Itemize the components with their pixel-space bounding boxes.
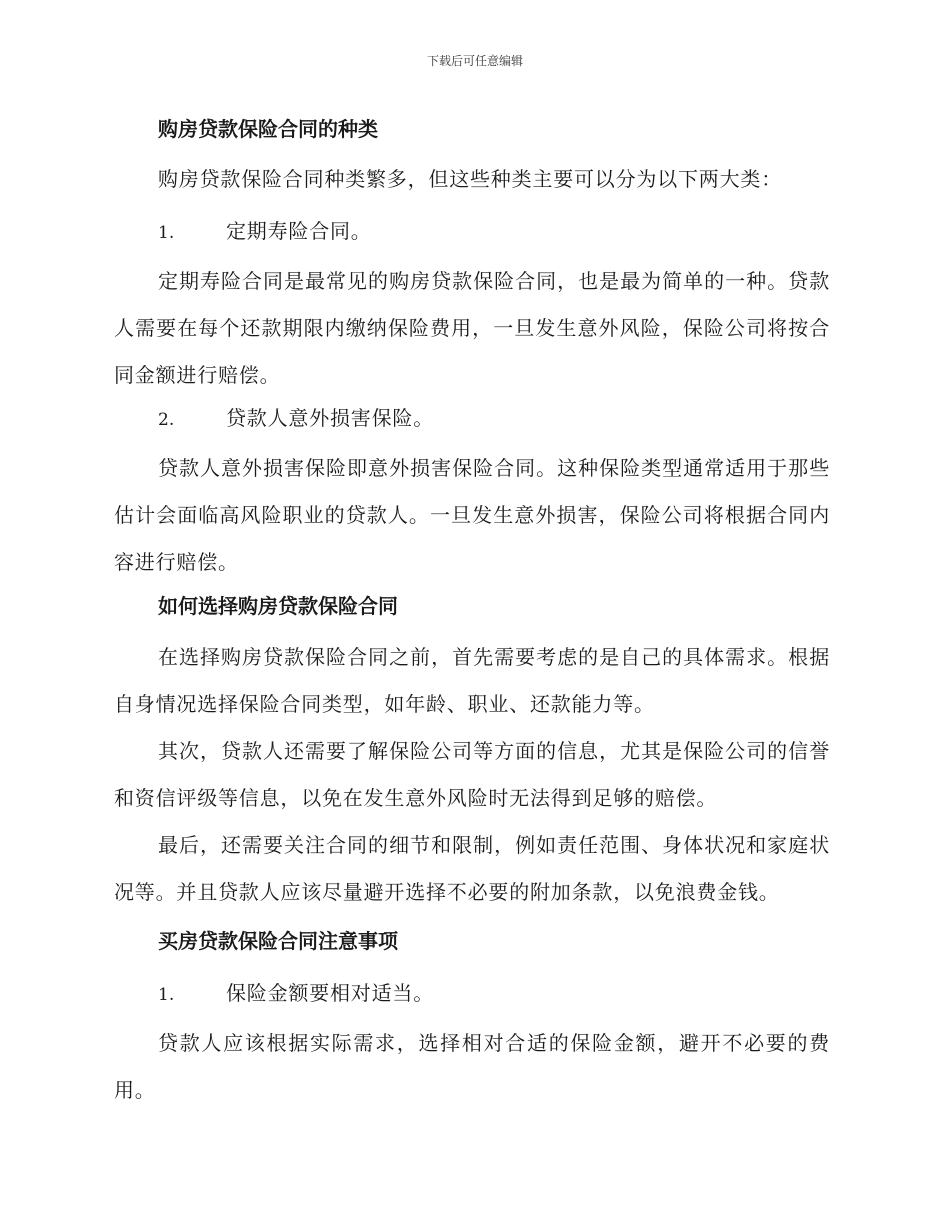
page-header: 下载后可任意编辑: [426, 54, 523, 68]
paragraph-needs: 在选择购房贷款保险合同之前，首先需要考虑的是自己的具体需求。根据自身情况选择保险合同类型，如年龄、职业、还款能力等。: [114, 645, 830, 716]
list-item-title: 定期寿险合同。: [226, 219, 372, 243]
section-heading-types: 购房贷款保险合同的种类: [158, 117, 378, 141]
list-item-title: 贷款人意外损害保险。: [226, 406, 434, 430]
list-item-title: 保险金额要相对适当。: [226, 981, 434, 1005]
list-number: 1.: [158, 223, 175, 243]
paragraph-accident-insurance: 贷款人意外损害保险即意外损害保险合同。这种保险类型通常适用于那些估计会面临高风险职业的贷款人。一旦发生意外损害，保险公司将根据合同内容进行赔偿。: [114, 456, 830, 574]
list-item-insured-amount: [158, 980, 434, 1008]
list-number: 1.: [158, 985, 175, 1005]
section-heading-how-to-choose: 如何选择购房贷款保险合同: [158, 594, 398, 618]
list-item-term-life: [158, 218, 372, 246]
paragraph-insurer-info: 其次，贷款人还需要了解保险公司等方面的信息，尤其是保险公司的信誉和资信评级等信息，以免在发生意外风险时无法得到足够的赔偿。: [114, 739, 830, 810]
paragraph-insured-amount: 贷款人应该根据实际需求，选择相对合适的保险金额，避开不必要的费用。: [114, 1031, 830, 1102]
paragraph-intro: 购房贷款保险合同种类繁多，但这些种类主要可以分为以下两大类：: [158, 167, 782, 191]
list-number: 2.: [158, 410, 175, 430]
paragraph-term-life: 定期寿险合同是最常见的购房贷款保险合同，也是最为简单的一种。贷款人需要在每个还款期限内缴纳保险费用，一旦发生意外风险，保险公司将按合同金额进行赔偿。: [114, 269, 830, 387]
section-heading-notes: 买房贷款保险合同注意事项: [158, 929, 398, 953]
list-item-accident-insurance: [158, 405, 434, 433]
paragraph-contract-details: 最后，还需要关注合同的细节和限制，例如责任范围、身体状况和家庭状况等。并且贷款人应该尽量避开选择不必要的附加条款，以免浪费金钱。: [114, 833, 830, 904]
